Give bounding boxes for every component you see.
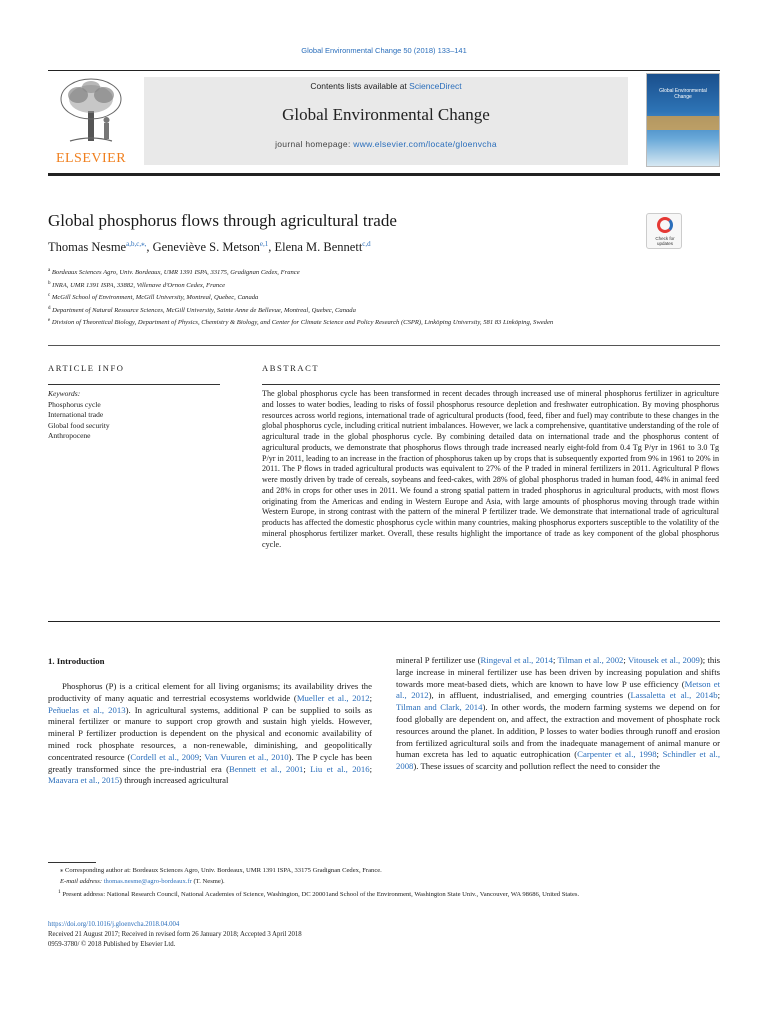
intro-column-right	[396, 655, 720, 773]
email-link[interactable]: thomas.nesme@agro-bordeaux.fr	[103, 877, 192, 885]
article-title: Global phosphorus flows through agricultural trade	[48, 211, 397, 230]
affiliation-item	[48, 316, 648, 329]
affiliation-item	[48, 279, 648, 292]
affiliation-text: McGill School of Environment, McGill University, Montreal, Quebec, Canada	[51, 294, 259, 302]
cover-title: Global Environmental Change	[659, 88, 707, 100]
abstract-bottom-divider	[48, 621, 720, 622]
journal-info-box	[144, 77, 628, 165]
author-affil-sup[interactable]: e,1	[259, 240, 269, 248]
intro-column-left	[48, 681, 372, 787]
author-affil-sup[interactable]: a,b,c,⁎,	[126, 240, 147, 248]
body-text: Phosphorus (P) is a critical element for all living organisms; its availability drives the productivity of many aquatic and terrestrial ecosystems worldwide (	[48, 681, 372, 703]
affiliation-sup: a	[48, 268, 51, 273]
citation-link[interactable]: Liu et al., 2016	[310, 763, 370, 774]
citation-link[interactable]: Vitousek et al., 2009	[627, 655, 700, 665]
footnote-rule	[48, 862, 96, 863]
body-text: ). The P cycle has been greatly transformed since the pre-industrial era (	[48, 751, 372, 774]
body-text: mineral P fertilizer use (	[396, 655, 481, 665]
abstract-text: The global phosphorus cycle has been transformed in recent decades through increased use of mineral phosphorus fertilizer in agriculture and losses to water bodies, leading to risks of fossil phosphorus resource depletion and freshwater eutrophication. By moving phosphorus resources across world regions, international trade of agricultural products (food, feed, fiber and fuel) may contribute to these changes in the global phosphorus cycle, including critical nutrient imbalances. However, we lack a comprehensive, quantitative understanding of the role of agricultural trade in the global phosphorus cycle. By combining detailed data on international trade and the phosphorus content of agricultural products, we demonstrate that phosphorus flows through trade increased nearly eight-fold from 0.4 Tg P/yr in 1961 to 3.0 Tg P/yr in 2011, leading to an increase in the fraction of phosphorus taken up by crops that is subsequently exported from 9% in 1961 to 20% in 2011. The P flows in traded agricultural products was equivalent to 27% of the P traded in mineral fertilizers in 2011. Agricultural P flows were mostly driven by trade of cereals, soybeans and feed-cakes, with 28% of global phosphorus traded in human food, 44% in animal feed and 28% in crops for other uses in 2011. We found a strong spatial pattern in traded phosphorus in agricultural products, with most flows originating from the Americas and ending in Western Europe and Asia, with large amounts of phosphorus moving through trade within Western Europe, in strong contrast with the pattern of the mineral P fertilizer trade. We demonstrate that international trade of agricultural products has affected the domestic phosphorus cycle within many countries, making phosphorus exporters susceptible to the volatility of the mineral phosphorus fertilizer market. Overall, these results highlight the importance of trade as key component of the global phosphorus cycle.	[262, 389, 719, 549]
keyword-item: International trade	[48, 410, 104, 419]
body-text: ), in affluent, industrialised, and emerging countries (	[428, 690, 631, 701]
body-text: ;	[656, 749, 663, 760]
affiliations	[48, 266, 648, 329]
affiliation-text: Division of Theoretical Biology, Department of Physics, Chemistry & Biology, and Center for Climate Science and Policy Research (CSPR), Linköping University, 581 83 Linköping, Sweden	[51, 319, 554, 327]
contents-line	[144, 81, 628, 91]
contents-prefix: Contents lists available at	[310, 81, 410, 91]
citation-link[interactable]: Van Vuuren et al., 2010	[204, 751, 289, 762]
keyword-item: Phosphorus cycle	[48, 399, 101, 409]
affiliation-item	[48, 291, 648, 304]
author-name[interactable]: Thomas Nesme	[48, 240, 127, 255]
body-text: ). In other words, the modern farming systems we depend on for food globally are dependent on, and affect, the extraction and movement of phosphate rock resources around the planet. In addition, P losses to water bodies through runoff and erosion from fertilized agricultural soils and from the inadequate management of animal manure or human excreta has led to aquatic eutrophication (	[396, 702, 720, 760]
body-text: ;	[369, 763, 373, 774]
affiliation-sup: c	[48, 293, 51, 299]
journal-cover-image[interactable]	[646, 73, 720, 167]
cover-band	[647, 116, 719, 130]
received-dates: Received 21 August 2017; Received in revised form 26 January 2018; Accepted 3 April 2018	[48, 931, 302, 938]
citation-link[interactable]: Mueller et al., 2012	[296, 692, 370, 703]
masthead-divider	[48, 173, 720, 176]
keyword-item: Anthropocene	[48, 431, 91, 440]
section-divider	[48, 345, 720, 346]
footnotes	[48, 866, 720, 901]
citation-link[interactable]: Metson et al., 2012	[396, 678, 720, 701]
citation-link[interactable]: Schindler et al., 2008	[396, 749, 721, 772]
publication-info	[48, 920, 302, 950]
citation-link[interactable]: Tilman et al., 2002	[557, 655, 624, 665]
body-text: ;	[199, 751, 205, 762]
body-text: ;	[369, 692, 372, 703]
author-separator: ,	[268, 240, 275, 255]
elsevier-logo[interactable]	[48, 77, 134, 169]
journal-masthead	[48, 70, 720, 170]
keyword-item: Global food security	[48, 420, 110, 430]
body-text: ) through increased agricultural	[119, 775, 229, 786]
author-affil-sup[interactable]: c,d	[362, 240, 371, 248]
elsevier-tree-icon	[56, 77, 126, 149]
affiliation-sup: d	[48, 305, 51, 311]
doi-link[interactable]: https://doi.org/10.1016/j.gloenvcha.2018.04.004	[48, 921, 180, 928]
body-text: ;	[717, 690, 720, 701]
keywords-block	[48, 389, 110, 442]
present-address-note	[48, 887, 720, 901]
affiliation-text: INRA, UMR 1391 ISPA, 33882, Villenave d'Ornon Cedex, France	[52, 281, 226, 289]
citation-link[interactable]: Lassaletta et al., 2014b	[630, 690, 718, 701]
affiliation-text: Bordeaux Sciences Agro, Univ. Bordeaux, UMR 1391 ISPA, 33175, Gradignan Cedex, France	[51, 269, 300, 277]
email-suffix: (T. Nesme).	[191, 877, 225, 885]
abstract-heading: ABSTRACT	[262, 363, 320, 373]
author-name[interactable]: Geneviève S. Metson	[152, 240, 260, 255]
check-for-updates-badge[interactable]	[646, 213, 682, 249]
elsevier-wordmark: ELSEVIER	[55, 151, 127, 166]
author-list	[48, 240, 371, 255]
keywords-label: Keywords:	[48, 389, 81, 398]
affiliation-sup: b	[48, 280, 51, 286]
crossmark-label: Check for updates	[655, 236, 675, 246]
body-text: ); this large increase in mineral fertilizer use has been driven by increasing population and shifts towards more meat-based diets, which are known to have low P use efficiency (	[396, 655, 721, 689]
citation-link[interactable]: Bennett et al., 2001	[229, 763, 304, 774]
copyright: 0959-3780/ © 2018 Published by Elsevier Ltd.	[48, 941, 176, 948]
citation-link[interactable]: Ringeval et al., 2014	[480, 655, 553, 665]
body-text: ). These issues of scarcity and pollution reflect the need to consider the	[413, 761, 661, 772]
footnote-sup: 1	[58, 889, 61, 896]
abstract-rule	[262, 384, 720, 385]
citation-link[interactable]: Maavara et al., 2015	[48, 775, 120, 786]
journal-reference[interactable]: Global Environmental Change 50 (2018) 133–141	[301, 46, 467, 55]
body-text: ;	[303, 763, 311, 774]
author-separator: ,	[146, 240, 153, 255]
article-info-rule	[48, 384, 220, 385]
affiliation-sup: e	[48, 318, 51, 324]
crossmark-icon	[657, 217, 673, 233]
email-label: E-mail address:	[60, 877, 104, 885]
citation-link[interactable]: Tilman and Clark, 2014	[396, 702, 483, 713]
citation-link[interactable]: Cordell et al., 2009	[130, 751, 200, 762]
sciencedirect-link[interactable]: ScienceDirect	[409, 81, 462, 91]
body-text: ;	[623, 655, 628, 665]
email-note	[48, 877, 720, 888]
homepage-link[interactable]: www.elsevier.com/locate/gloenvcha	[353, 139, 497, 149]
homepage-label: journal homepage:	[275, 139, 354, 149]
body-text: ;	[552, 655, 558, 665]
affiliation-item	[48, 266, 648, 279]
homepage-line	[144, 139, 628, 149]
corresponding-author-note	[48, 866, 720, 877]
present-address-text: Present address: National Research Council, National Academies of Science, Washington, DC 20001and School of the Environment, Washington State Univ., Vancouver, WA 98686, United States.	[62, 891, 580, 899]
author-name[interactable]: Elena M. Bennett	[274, 240, 363, 255]
article-info-heading: ARTICLE INFO	[48, 363, 125, 373]
affiliation-item	[48, 304, 648, 317]
citation-link[interactable]: Peñuelas et al., 2013	[48, 704, 126, 715]
body-text: ). In agricultural systems, additional P can be supplied to soils as mineral fertilizer or manure to support crop growth and sustain high yields. However, mineral P fertilizer production is dependent on the physical and economic availability of mined rock phosphate resources, a non-renewable, diminishing, and geopolitically concentrated resource (	[48, 704, 372, 762]
affiliation-text: Department of Natural Resource Sciences, McGill University, Sainte Anne de Bellevue, Montreal, Quebec, Canada	[52, 306, 356, 314]
citation-link[interactable]: Carpenter et al., 1998	[577, 749, 657, 760]
corresponding-text: Corresponding author at: Bordeaux Sciences Agro, Univ. Bordeaux, UMR 1391 ISPA, 33175 Gradignan Cedex, France.	[64, 867, 382, 874]
journal-title[interactable]: Global Environmental Change	[282, 105, 490, 124]
footnote-marker: ⁎	[60, 867, 65, 874]
introduction-heading: 1. Introduction	[48, 656, 105, 666]
